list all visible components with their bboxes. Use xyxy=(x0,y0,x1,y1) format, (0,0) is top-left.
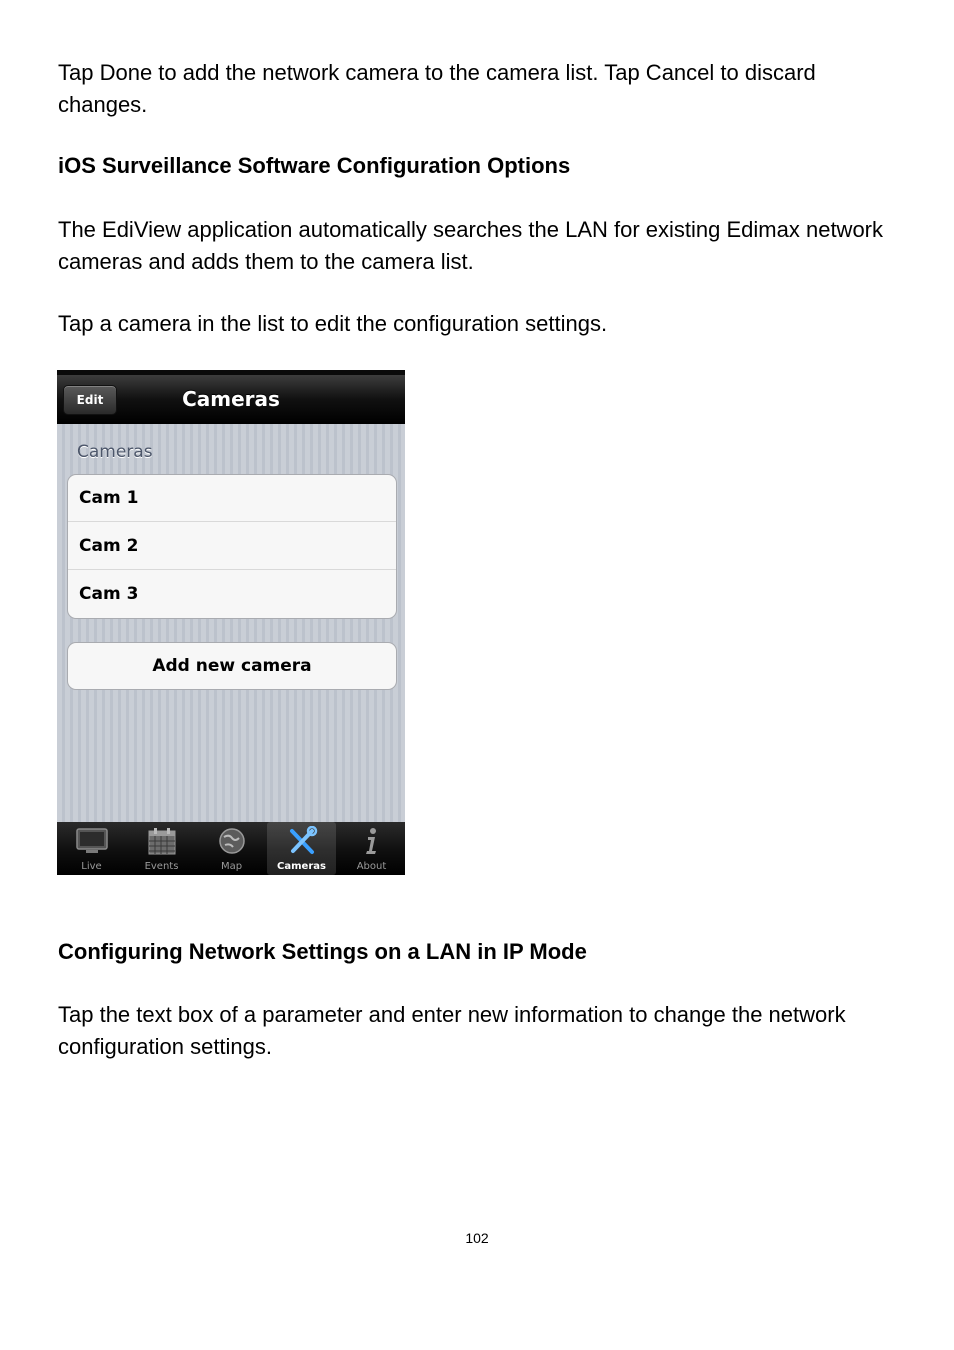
tab-cameras[interactable] xyxy=(267,822,336,875)
cameras-section-label: Cameras xyxy=(77,442,153,462)
tap-textbox-paragraph: Tap the text box of a parameter and enter new information to change the network configuration settings. xyxy=(58,1002,846,1059)
tab-label: Cameras xyxy=(277,861,326,872)
info-icon xyxy=(355,826,389,856)
camera-row-cam-3[interactable]: Cam 3 xyxy=(79,584,139,604)
navigation-bar xyxy=(57,375,405,424)
ediview-screenshot xyxy=(57,370,405,875)
tab-label: Map xyxy=(220,861,243,872)
edit-button[interactable]: Edit xyxy=(63,385,117,415)
tools-icon xyxy=(285,826,319,856)
tab-label: Events xyxy=(144,861,179,872)
camera-list xyxy=(67,474,397,619)
intro-paragraph: Tap Done to add the network camera to the camera list. Tap Cancel to discard changes. xyxy=(58,60,816,117)
camera-row-cam-1[interactable]: Cam 1 xyxy=(68,475,396,522)
tab-events[interactable] xyxy=(127,822,196,875)
nav-title: Cameras xyxy=(182,387,280,411)
auto-search-paragraph: The EdiView application automatically searches the LAN for existing Edimax network cameras and adds them to the camera list. xyxy=(58,217,883,274)
tab-about[interactable] xyxy=(337,822,405,875)
page-number: 102 xyxy=(465,1230,489,1246)
tab-live[interactable] xyxy=(57,822,126,875)
tab-label: Live xyxy=(81,861,102,872)
tv-icon xyxy=(75,826,109,856)
map-icon xyxy=(215,826,249,856)
tap-camera-paragraph: Tap a camera in the list to edit the configuration settings. xyxy=(58,311,608,336)
add-new-camera-button[interactable]: Add new camera xyxy=(67,642,397,690)
section-heading-ios-options: iOS Surveillance Software Configuration Options xyxy=(58,153,571,178)
tab-label: About xyxy=(356,861,387,872)
tab-bar xyxy=(57,822,405,875)
tab-map[interactable] xyxy=(197,822,266,875)
camera-row-cam-2[interactable]: Cam 2 xyxy=(68,523,396,570)
calendar-icon xyxy=(145,826,179,856)
section-heading-network-settings: Configuring Network Settings on a LAN in IP Mode xyxy=(58,939,587,964)
